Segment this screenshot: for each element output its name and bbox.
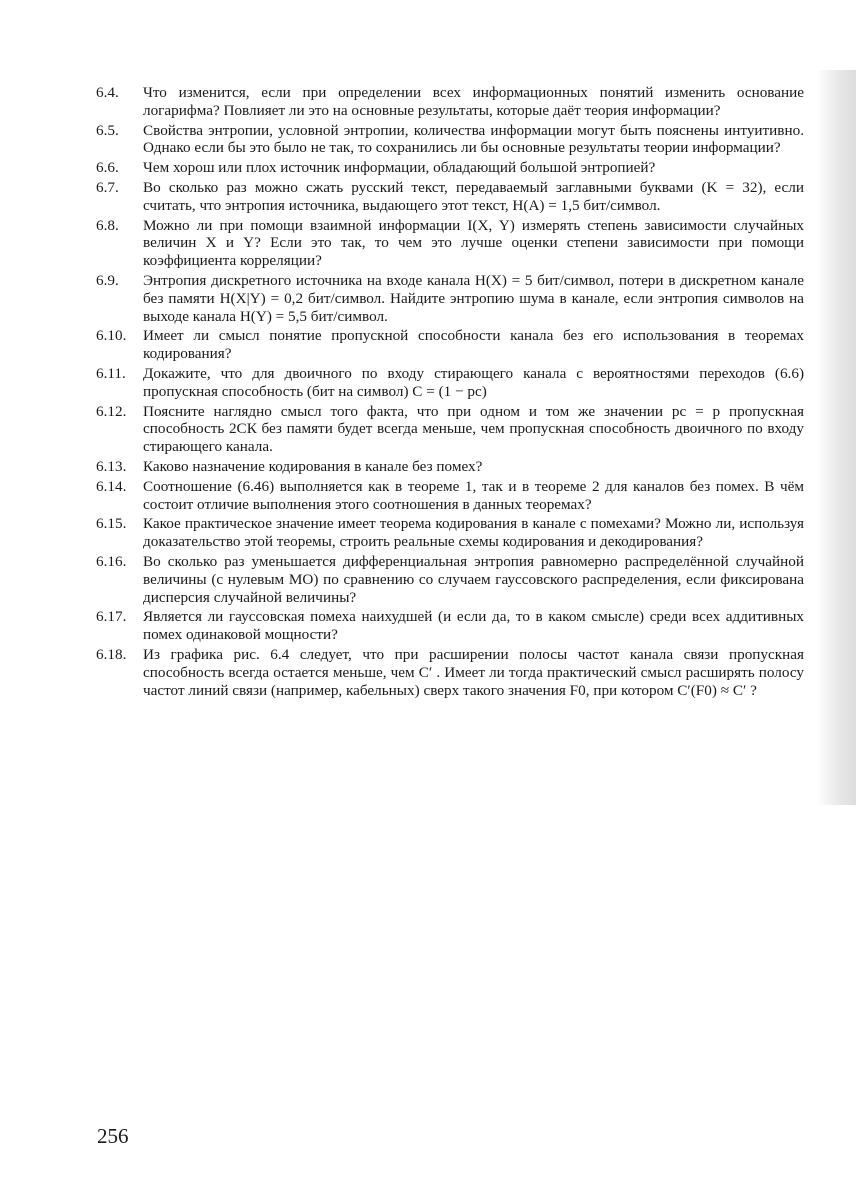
problem-number: 6.9. bbox=[96, 271, 119, 289]
problem-text: Соотношение (6.46) выполняется как в теореме 1, так и в теореме 2 для каналов без помех. В чём состоит отличие выполнения этого соотношения в данных теоремах? bbox=[143, 477, 804, 513]
problem-item bbox=[96, 122, 804, 158]
problem-item bbox=[96, 553, 804, 606]
problem-text: Каково назначение кодирования в канале без помех? bbox=[143, 457, 483, 475]
problem-text: Поясните наглядно смысл того факта, что при одном и том же значении pc = p пропускная способность 2СК без памяти будет всегда меньше, чем пропускная способность двоичного по входу стирающего канала. bbox=[143, 402, 804, 456]
problem-number: 6.6. bbox=[96, 159, 119, 177]
problem-item bbox=[96, 458, 804, 476]
problem-number: 6.17. bbox=[96, 608, 127, 626]
problem-text: Докажите, что для двоичного по входу стирающего канала с вероятностями переходов (6.6) пропускная способность (бит на символ) C = (1 − pc) bbox=[143, 364, 804, 400]
problem-number: 6.7. bbox=[96, 178, 119, 196]
problem-item bbox=[96, 272, 804, 325]
problem-text: Является ли гауссовская помеха наихудшей (и если да, то в каком смысле) среди всех аддитивных помех одинаковой мощности? bbox=[143, 608, 804, 644]
problem-item bbox=[96, 84, 804, 120]
problem-number: 6.12. bbox=[96, 402, 127, 420]
problem-item bbox=[96, 646, 804, 699]
problem-list bbox=[96, 84, 804, 701]
problem-number: 6.15. bbox=[96, 515, 127, 533]
problem-item bbox=[96, 159, 804, 177]
problem-item bbox=[96, 327, 804, 363]
problem-text: Из графика рис. 6.4 следует, что при расширении полосы частот канала связи пропускная способность всегда остается меньше, чем C′ . Имеет ли тогда практический смысл расширять полосу частот линий связи (например, кабельных) сверх такого значения F0, при котором C′(F0) ≈ C′ ? bbox=[143, 645, 804, 699]
page-number: 256 bbox=[97, 1124, 129, 1148]
problem-text: Можно ли при помощи взаимной информации I(X, Y) измерять степень зависимости случайных величин X и Y? Если это так, то чем это лучше оценки степени зависимости при помощи коэффициента корреляции? bbox=[143, 216, 804, 270]
problem-number: 6.11. bbox=[96, 364, 126, 382]
problem-number: 6.13. bbox=[96, 457, 127, 475]
problem-text: Что изменится, если при определении всех информационных понятий изменить основание логарифма? Повлияет ли это на основные результаты, которые даёт теория информации? bbox=[143, 84, 804, 119]
problem-number: 6.10. bbox=[96, 327, 127, 345]
problem-text: Имеет ли смысл понятие пропускной способности канала без его использования в теоремах кодирования? bbox=[143, 327, 804, 363]
problem-item bbox=[96, 365, 804, 401]
problem-text: Во сколько раз уменьшается дифференциальная энтропия равномерно распределённой случайной величины (с нулевым МО) по сравнению со случаем гауссовского распределения, если фиксирована дисперсия случайной величины? bbox=[143, 552, 804, 606]
problem-number: 6.8. bbox=[96, 216, 119, 234]
problem-item bbox=[96, 515, 804, 551]
problem-item bbox=[96, 608, 804, 644]
problem-number: 6.4. bbox=[96, 84, 119, 101]
problem-text: Свойства энтропии, условной энтропии, количества информации могут быть пояснены интуитивно. Однако если бы это было не так, то сохранились ли бы основные результаты теории информации? bbox=[143, 121, 804, 157]
problem-number: 6.14. bbox=[96, 477, 127, 495]
problem-text: Энтропия дискретного источника на входе канала H(X) = 5 бит/символ, потери в дискретном канале без памяти H(X|Y) = 0,2 бит/символ. Найдите энтропию шума в канале, если энтропия символов на выходе канала H(Y) = 5,5 бит/символ. bbox=[143, 271, 804, 325]
problem-item bbox=[96, 403, 804, 456]
problem-text: Во сколько раз можно сжать русский текст, передаваемый заглавными буквами (K = 32), если считать, что энтропия источника, выдающего этот текст, H(A) = 1,5 бит/символ. bbox=[143, 178, 804, 214]
problem-text: Какое практическое значение имеет теорема кодирования в канале с помехами? Можно ли, используя доказательство этой теоремы, строить реальные схемы кодирования и декодирования? bbox=[143, 515, 804, 551]
problem-item bbox=[96, 217, 804, 270]
problem-number: 6.5. bbox=[96, 121, 119, 139]
scan-shadow-edge bbox=[816, 70, 856, 805]
problem-item bbox=[96, 478, 804, 514]
problem-number: 6.18. bbox=[96, 645, 127, 663]
problem-text: Чем хорош или плох источник информации, обладающий большой энтропией? bbox=[143, 159, 656, 177]
problem-number: 6.16. bbox=[96, 552, 127, 570]
problem-item bbox=[96, 179, 804, 215]
